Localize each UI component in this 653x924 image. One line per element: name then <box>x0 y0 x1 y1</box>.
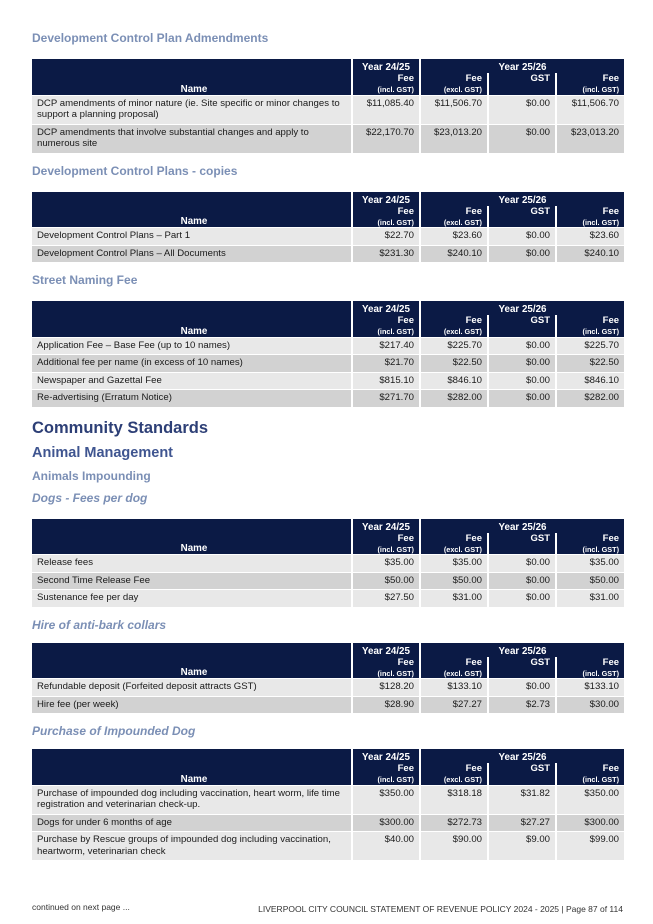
header-year-prev: Year 24/25 <box>352 301 420 315</box>
table-row <box>32 590 624 607</box>
header-incl-gst: (incl. GST) <box>352 84 420 95</box>
page-content <box>32 26 624 860</box>
cell-name: Release fees <box>32 555 352 573</box>
cell-fee-incl: $350.00 <box>556 785 624 814</box>
table-row <box>32 679 624 697</box>
cell-fee-excl: $11,506.70 <box>420 95 488 124</box>
table-header <box>32 301 624 337</box>
table-header <box>32 749 624 785</box>
header-fee: Fee <box>352 73 420 84</box>
header-year-prev: Year 24/25 <box>352 192 420 206</box>
cell-gst: $0.00 <box>488 228 556 246</box>
header-gst: GST <box>488 533 556 544</box>
cell-name: DCP amendments of minor nature (ie. Site specific or minor changes to support a planning proposal) <box>32 95 352 124</box>
cell-prev-fee: $22,170.70 <box>352 124 420 153</box>
header-fee: Fee <box>352 657 420 668</box>
table-row <box>32 555 624 573</box>
cell-prev-fee: $217.40 <box>352 337 420 355</box>
section-heading: Hire of anti-bark collars <box>32 617 167 632</box>
header-name: Name <box>32 59 352 95</box>
cell-name: Additional fee per name (in excess of 10 names) <box>32 355 352 373</box>
section-heading: Street Naming Fee <box>32 273 138 287</box>
cell-gst: $9.00 <box>488 832 556 861</box>
cell-name: Application Fee – Base Fee (up to 10 names) <box>32 337 352 355</box>
header-fee: Fee <box>556 657 624 668</box>
cell-fee-incl: $35.00 <box>556 555 624 573</box>
fee-table <box>32 519 624 607</box>
header-incl-gst: (incl. GST) <box>556 544 624 555</box>
cell-fee-incl: $300.00 <box>556 814 624 832</box>
header-blank <box>488 326 556 337</box>
header-incl-gst: (incl. GST) <box>352 326 420 337</box>
header-year-cur: Year 25/26 <box>420 519 624 533</box>
section-heading: Purchase of Impounded Dog <box>32 724 196 738</box>
cell-name: Dogs for under 6 months of age <box>32 814 352 832</box>
cell-gst: $0.00 <box>488 572 556 590</box>
header-incl-gst: (incl. GST) <box>556 326 624 337</box>
header-incl-gst: (incl. GST) <box>556 774 624 785</box>
cell-fee-excl: $272.73 <box>420 814 488 832</box>
header-fee: Fee <box>420 533 488 544</box>
cell-fee-incl: $50.00 <box>556 572 624 590</box>
cell-gst: $0.00 <box>488 245 556 262</box>
cell-gst: $0.00 <box>488 372 556 390</box>
cell-gst: $0.00 <box>488 390 556 407</box>
page-footer: LIVERPOOL CITY COUNCIL STATEMENT OF REVENUE POLICY 2024 - 2025 | Page 87 of 114 <box>258 904 623 914</box>
fee-table <box>32 59 624 153</box>
cell-fee-incl: $225.70 <box>556 337 624 355</box>
fee-table <box>32 192 624 263</box>
cell-fee-excl: $27.27 <box>420 696 488 713</box>
header-fee: Fee <box>556 763 624 774</box>
cell-fee-incl: $240.10 <box>556 245 624 262</box>
cell-fee-incl: $30.00 <box>556 696 624 713</box>
cell-gst: $27.27 <box>488 814 556 832</box>
cell-fee-excl: $240.10 <box>420 245 488 262</box>
cell-name: Sustenance fee per day <box>32 590 352 607</box>
cell-gst: $0.00 <box>488 355 556 373</box>
header-year-prev: Year 24/25 <box>352 59 420 73</box>
cell-name: Refundable deposit (Forfeited deposit attracts GST) <box>32 679 352 697</box>
cell-prev-fee: $22.70 <box>352 228 420 246</box>
cell-fee-excl: $50.00 <box>420 572 488 590</box>
header-excl-gst: (excl. GST) <box>420 544 488 555</box>
cell-fee-incl: $99.00 <box>556 832 624 861</box>
cell-name: Purchase of impounded dog including vaccination, heart worm, life time registration and veterinarian check-up. <box>32 785 352 814</box>
cell-prev-fee: $231.30 <box>352 245 420 262</box>
continued-note: continued on next page ... <box>32 902 130 912</box>
header-gst: GST <box>488 657 556 668</box>
cell-name: Purchase by Rescue groups of impounded dog including vaccination, heartworm, veterinarian check <box>32 832 352 861</box>
table-row <box>32 572 624 590</box>
cell-fee-incl: $11,506.70 <box>556 95 624 124</box>
section-heading-major: Community Standards <box>32 418 209 437</box>
header-name: Name <box>32 519 352 555</box>
cell-fee-excl: $133.10 <box>420 679 488 697</box>
table-row <box>32 390 624 407</box>
header-fee: Fee <box>420 315 488 326</box>
table-row <box>32 337 624 355</box>
fee-table <box>32 301 624 407</box>
header-incl-gst: (incl. GST) <box>352 774 420 785</box>
table-header <box>32 192 624 228</box>
cell-fee-excl: $90.00 <box>420 832 488 861</box>
header-incl-gst: (incl. GST) <box>556 217 624 228</box>
header-gst: GST <box>488 315 556 326</box>
cell-prev-fee: $350.00 <box>352 785 420 814</box>
cell-fee-incl: $31.00 <box>556 590 624 607</box>
table-row <box>32 124 624 153</box>
header-gst: GST <box>488 206 556 217</box>
header-name: Name <box>32 192 352 228</box>
cell-fee-excl: $23.60 <box>420 228 488 246</box>
cell-prev-fee: $27.50 <box>352 590 420 607</box>
header-fee: Fee <box>352 763 420 774</box>
header-excl-gst: (excl. GST) <box>420 217 488 228</box>
header-excl-gst: (excl. GST) <box>420 84 488 95</box>
cell-prev-fee: $815.10 <box>352 372 420 390</box>
header-blank <box>488 668 556 679</box>
cell-fee-excl: $31.00 <box>420 590 488 607</box>
table-header <box>32 519 624 555</box>
cell-fee-excl: $23,013.20 <box>420 124 488 153</box>
table-row <box>32 355 624 373</box>
cell-prev-fee: $11,085.40 <box>352 95 420 124</box>
cell-name: Second Time Release Fee <box>32 572 352 590</box>
header-year-cur: Year 25/26 <box>420 643 624 657</box>
cell-name: Development Control Plans – All Documents <box>32 245 352 262</box>
table-row <box>32 814 624 832</box>
header-name: Name <box>32 301 352 337</box>
fee-table <box>32 643 624 714</box>
header-year-cur: Year 25/26 <box>420 301 624 315</box>
header-fee: Fee <box>352 533 420 544</box>
section-heading: Animals Impounding <box>32 468 151 483</box>
header-incl-gst: (incl. GST) <box>556 668 624 679</box>
header-gst: GST <box>488 73 556 84</box>
cell-fee-excl: $318.18 <box>420 785 488 814</box>
table-row <box>32 832 624 861</box>
cell-fee-incl: $22.50 <box>556 355 624 373</box>
cell-gst: $0.00 <box>488 124 556 153</box>
cell-fee-incl: $23,013.20 <box>556 124 624 153</box>
cell-name: Development Control Plans – Part 1 <box>32 228 352 246</box>
table-row <box>32 372 624 390</box>
header-year-cur: Year 25/26 <box>420 59 624 73</box>
cell-fee-excl: $35.00 <box>420 555 488 573</box>
header-year-prev: Year 24/25 <box>352 749 420 763</box>
header-name: Name <box>32 643 352 679</box>
cell-gst: $0.00 <box>488 555 556 573</box>
header-incl-gst: (incl. GST) <box>352 544 420 555</box>
cell-fee-incl: $133.10 <box>556 679 624 697</box>
header-incl-gst: (incl. GST) <box>352 668 420 679</box>
cell-prev-fee: $271.70 <box>352 390 420 407</box>
cell-gst: $2.73 <box>488 696 556 713</box>
header-fee: Fee <box>556 533 624 544</box>
cell-gst: $0.00 <box>488 679 556 697</box>
header-year-prev: Year 24/25 <box>352 643 420 657</box>
header-fee: Fee <box>556 315 624 326</box>
table-row <box>32 245 624 262</box>
cell-name: Newspaper and Gazettal Fee <box>32 372 352 390</box>
table-row <box>32 95 624 124</box>
cell-prev-fee: $35.00 <box>352 555 420 573</box>
cell-fee-incl: $846.10 <box>556 372 624 390</box>
cell-name: Hire fee (per week) <box>32 696 352 713</box>
header-fee: Fee <box>352 206 420 217</box>
cell-prev-fee: $40.00 <box>352 832 420 861</box>
cell-fee-excl: $22.50 <box>420 355 488 373</box>
cell-prev-fee: $21.70 <box>352 355 420 373</box>
table-header <box>32 643 624 679</box>
cell-gst: $0.00 <box>488 337 556 355</box>
header-year-prev: Year 24/25 <box>352 519 420 533</box>
cell-gst: $0.00 <box>488 590 556 607</box>
cell-fee-excl: $282.00 <box>420 390 488 407</box>
table-row <box>32 696 624 713</box>
header-incl-gst: (incl. GST) <box>352 217 420 228</box>
header-fee: Fee <box>420 73 488 84</box>
header-fee: Fee <box>556 206 624 217</box>
header-fee: Fee <box>420 763 488 774</box>
header-excl-gst: (excl. GST) <box>420 668 488 679</box>
header-incl-gst: (incl. GST) <box>556 84 624 95</box>
header-blank <box>488 84 556 95</box>
cell-gst: $0.00 <box>488 95 556 124</box>
cell-fee-excl: $225.70 <box>420 337 488 355</box>
cell-gst: $31.82 <box>488 785 556 814</box>
header-excl-gst: (excl. GST) <box>420 326 488 337</box>
cell-fee-incl: $282.00 <box>556 390 624 407</box>
header-gst: GST <box>488 763 556 774</box>
section-heading-mid: Animal Management <box>32 444 173 461</box>
section-heading: Development Control Plans - copies <box>32 163 238 178</box>
header-name: Name <box>32 749 352 785</box>
header-year-cur: Year 25/26 <box>420 192 624 206</box>
table-row <box>32 228 624 246</box>
cell-prev-fee: $28.90 <box>352 696 420 713</box>
header-blank <box>488 774 556 785</box>
cell-fee-excl: $846.10 <box>420 372 488 390</box>
section-heading: Dogs - Fees per dog <box>32 490 148 505</box>
header-fee: Fee <box>420 206 488 217</box>
cell-prev-fee: $50.00 <box>352 572 420 590</box>
header-fee: Fee <box>352 315 420 326</box>
header-blank <box>488 544 556 555</box>
cell-prev-fee: $128.20 <box>352 679 420 697</box>
section-heading: Development Control Plan Admendments <box>32 31 269 45</box>
table-row <box>32 785 624 814</box>
header-blank <box>488 217 556 228</box>
fee-table <box>32 749 624 860</box>
cell-prev-fee: $300.00 <box>352 814 420 832</box>
cell-name: Re-advertising (Erratum Notice) <box>32 390 352 407</box>
cell-name: DCP amendments that involve substantial changes and apply to numerous site <box>32 124 352 153</box>
header-year-cur: Year 25/26 <box>420 749 624 763</box>
header-fee: Fee <box>420 657 488 668</box>
table-header <box>32 59 624 95</box>
header-fee: Fee <box>556 73 624 84</box>
header-excl-gst: (excl. GST) <box>420 774 488 785</box>
cell-fee-incl: $23.60 <box>556 228 624 246</box>
